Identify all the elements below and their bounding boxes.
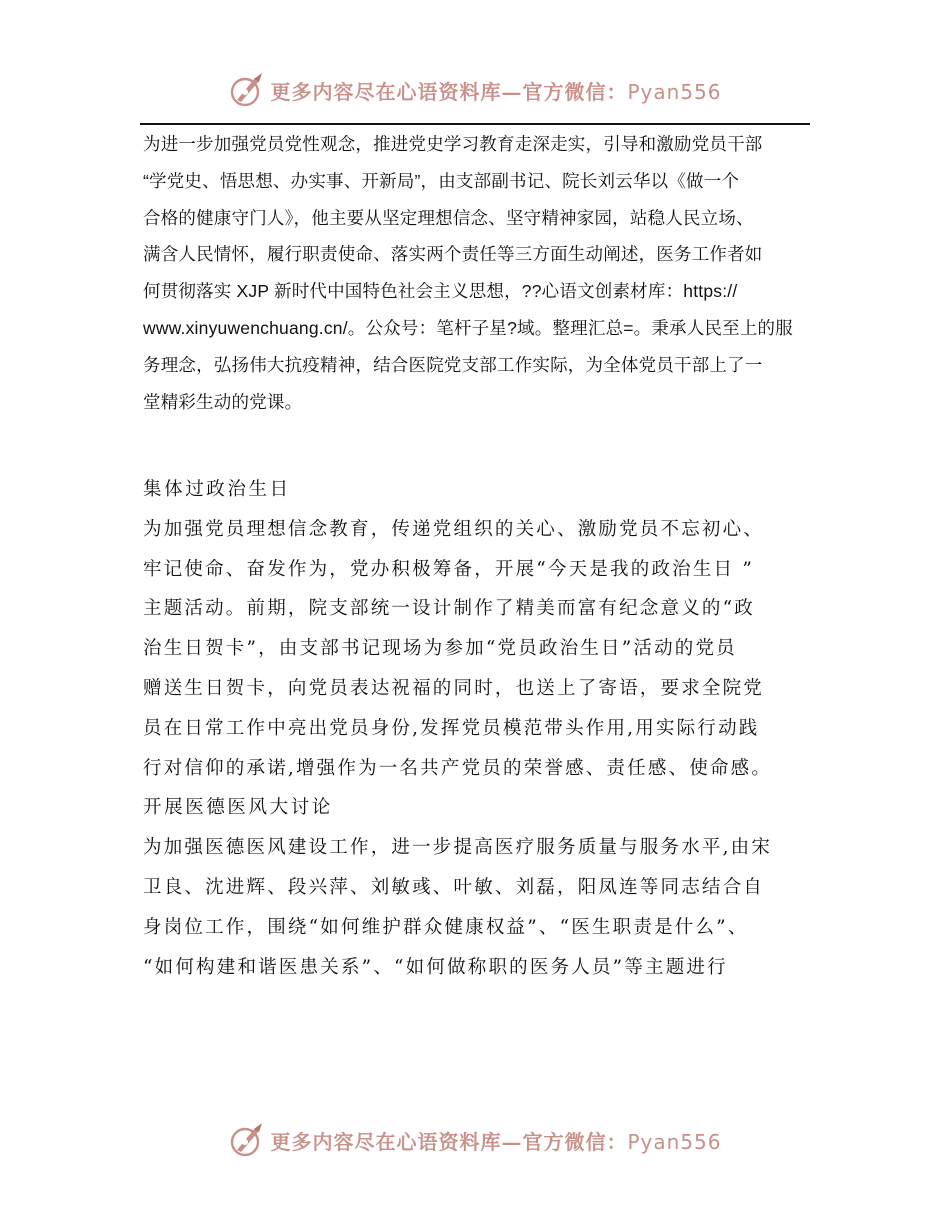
paragraph-intro [143, 126, 811, 420]
document-body [143, 470, 811, 987]
banner-text [270, 1126, 721, 1155]
text-line: 行对信仰的承诺,增强作为一名共产党员的荣誉感、责任感、使命感。 [143, 757, 773, 779]
banner-wechat-id: Pyan556 [627, 1129, 722, 1154]
text-line: www.xinyuwenchuang.cn/。公众号：笔杆子星?域。整理汇总=。秉承人民至上的服 [143, 317, 793, 338]
header-banner [0, 70, 950, 110]
section-heading-ethics: 开展医德医风大讨论 [143, 797, 333, 819]
text-line: 务理念，弘扬伟大抗疫精神，结合医院党支部工作实际，为全体党员干部上了一 [143, 354, 763, 375]
banner-slogan: 更多内容尽在心语资料库—官方微信： [270, 1129, 628, 1154]
text-line: 堂精彩生动的党课。 [143, 391, 303, 412]
text-line: 何贯彻落实 XJP 新时代中国特色社会主义思想，??心语文创素材库：https:// [143, 281, 738, 302]
text-line: 身岗位工作，围绕“如何维护群众健康权益”、“医生职责是什么”、 [143, 916, 749, 938]
text-line: 合格的健康守门人》，他主要从坚定理想信念、坚守精神家园，站稳人民立场、 [143, 207, 754, 228]
text-line: 满含人民情怀，履行职责使命、落实两个责任等三方面生动阐述，医务工作者如 [143, 244, 763, 265]
banner-slogan: 更多内容尽在心语资料库—官方微信： [270, 79, 628, 104]
text-line: “学党史、悟思想、办实事、开新局”，由支部副书记、院长刘云华以《做一个 [143, 170, 740, 191]
text-line: 为加强医德医风建设工作，进一步提高医疗服务质量与服务水平,由宋 [143, 837, 773, 859]
text-line: “如何构建和谐医患关系”、“如何做称职的医务人员”等主题进行 [143, 956, 728, 978]
text-line: 主题活动。前期，院支部统一设计制作了精美而富有纪念意义的“政 [143, 598, 755, 620]
footer-banner [0, 1120, 950, 1160]
banner-wechat-id: Pyan556 [627, 79, 722, 104]
text-line: 赠送生日贺卡，向党员表达祝福的同时，也送上了寄语，要求全院党 [143, 677, 765, 699]
text-line: 卫良、沈进辉、段兴萍、刘敏彧、叶敏、刘磊，阳凤连等同志结合自 [143, 876, 765, 898]
section-heading-birthday: 集体过政治生日 [143, 479, 291, 500]
header-rule [140, 123, 810, 125]
text-line: 治生日贺卡”，由支部书记现场为参加“党员政治生日”活动的党员 [143, 638, 737, 660]
banner-text [270, 76, 721, 105]
text-line: 牢记使命、奋发作为，党办积极筹备，开展“今天是我的政治生日 ” [143, 558, 754, 580]
text-line: 员在日常工作中亮出党员身份,发挥党员模范带头作用,用实际行动践 [143, 717, 760, 739]
quill-pen-logo-icon [228, 1121, 266, 1159]
text-line: 为加强党员理想信念教育，传递党组织的关心、激励党员不忘初心、 [143, 518, 765, 540]
text-line: 为进一步加强党员党性观念，推进党史学习教育走深走实，引导和激励党员干部 [143, 134, 763, 154]
quill-pen-logo-icon [228, 71, 266, 109]
